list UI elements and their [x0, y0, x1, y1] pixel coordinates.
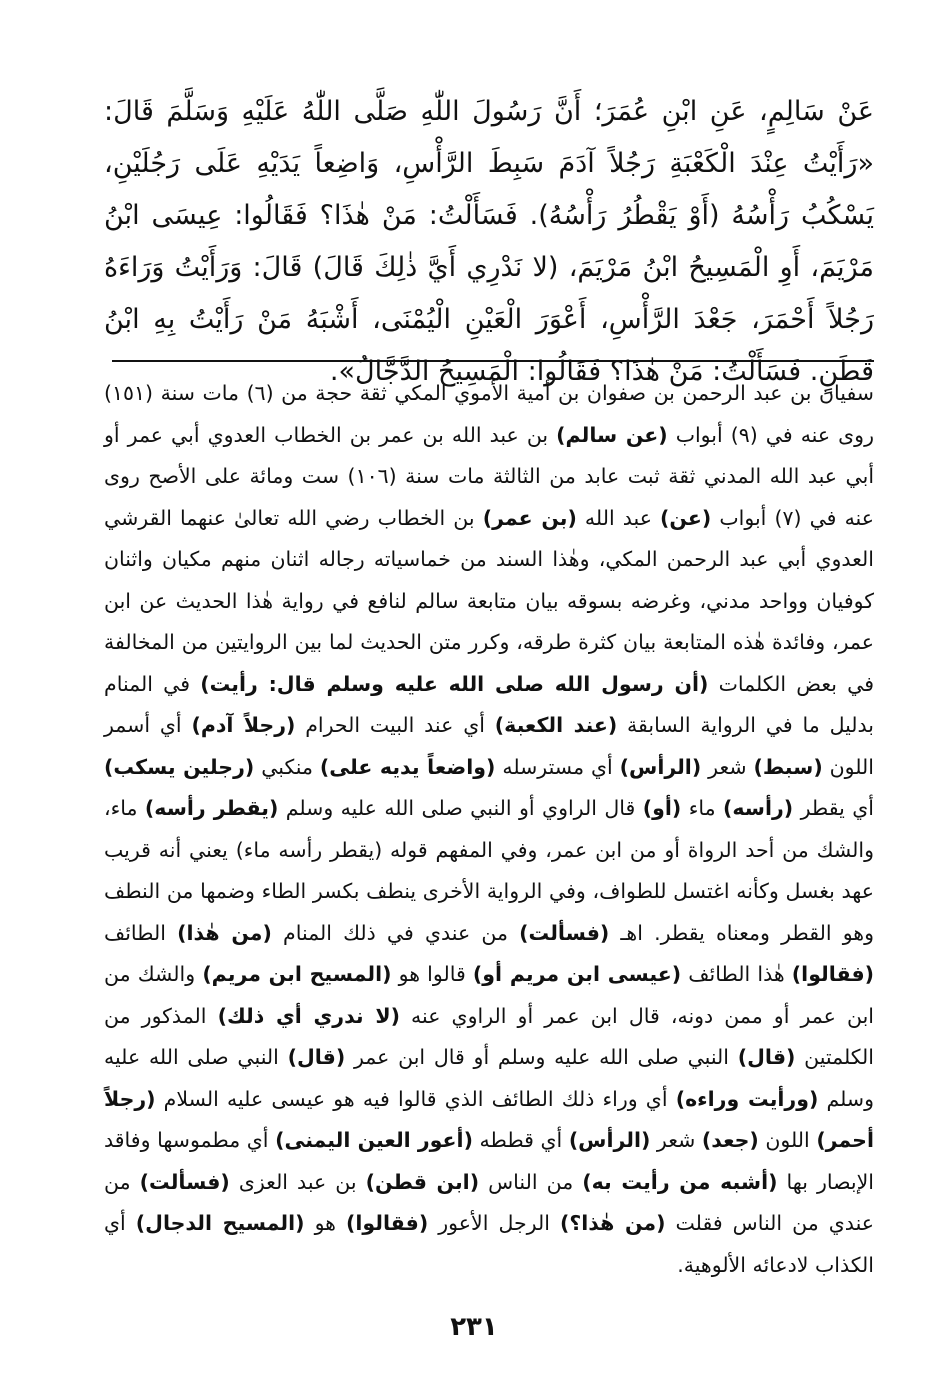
commentary-segment: الطائف	[104, 920, 178, 945]
commentary-segment: منكبي	[254, 754, 320, 779]
bold-phrase: (عن سالم)	[556, 422, 668, 447]
commentary-segment: قالوا هو	[391, 962, 473, 986]
commentary-segment: في المنام بدليل ما في الرواية السابقة	[104, 671, 874, 737]
commentary-segment: أي قططه	[472, 1128, 569, 1152]
commentary-segment: من عندي من الناس فقلت	[104, 1169, 874, 1235]
commentary-segment: شعر	[701, 754, 754, 779]
bold-phrase: (رأسه)	[723, 796, 794, 820]
bold-phrase: (رجلاً أحمر)	[104, 1086, 874, 1152]
commentary-segment: قال الراوي أو النبي صلى الله عليه وسلم	[278, 796, 643, 820]
bold-phrase: (رجلين يسكب)	[104, 754, 255, 779]
commentary-segment: اللون	[758, 1128, 817, 1152]
bold-phrase: (من هٰذا؟)	[559, 1211, 666, 1235]
bold-phrase: (ابن قطن)	[365, 1169, 480, 1194]
commentary-segment: النبي صلى الله عليه وسلم أو قال ابن عمر	[345, 1045, 738, 1069]
commentary-segment: من عندي في ذلك المنام	[271, 920, 520, 945]
bold-phrase: (المسيح الدجال)	[135, 1211, 305, 1235]
commentary-segment: بن عبد الله بن عمر بن الخطاب العدوي أبي عمر أو أبي عبد الله المدني ثقة ثبت عابد من الثالثة مات سنة (١٠٦) ست ومائة على الأصح روى عنه في (٧) أبواب	[104, 422, 875, 530]
bold-phrase: (أن رسول الله صلى الله عليه وسلم قال: رأيت)	[200, 671, 709, 696]
bold-phrase: (سبط)	[753, 754, 823, 779]
bold-phrase: (عند الكعبة)	[494, 713, 618, 737]
bold-phrase: (جعد)	[701, 1128, 759, 1152]
commentary-segment: هو	[304, 1211, 347, 1235]
bold-phrase: (ورأيت وراءه)	[675, 1086, 819, 1111]
commentary-segment: المذكور من الكلمتين	[104, 1003, 874, 1069]
commentary-segment: هٰذا الطائف	[681, 962, 792, 986]
bold-phrase: (رجلاً آدم)	[191, 713, 296, 737]
commentary-segment: أي أسمر اللون	[104, 713, 875, 779]
commentary-segment: أي مسترسله	[495, 754, 620, 779]
commentary-segment: أي يقطر	[793, 796, 874, 820]
bold-phrase: (أعور العين اليمنى)	[275, 1128, 473, 1152]
bold-phrase: (الرأس)	[619, 754, 702, 779]
commentary-segment: أي عند البيت الحرام	[295, 713, 495, 737]
bold-phrase: (عن)	[660, 505, 712, 530]
bold-phrase: (أو)	[642, 796, 682, 820]
commentary-segment: ماء، والشك من أحد الرواة أو من ابن عمر، وفي المفهم قوله (يقطر رأسه ماء) يعني أنه قريب عهد بغسل وكأنه اغتسل للطواف، وفي الرواية الأخرى ينطف بكسر الطاء وضمها من النطف وهو القطر ومعناه يقطر. اهـ	[104, 796, 874, 945]
commentary-segment: بن عبد العزى	[229, 1169, 366, 1194]
commentary-text	[104, 373, 874, 1286]
bold-phrase: (فقالوا)	[346, 1211, 429, 1235]
commentary-segment: الرجل الأعور	[428, 1211, 560, 1235]
commentary-segment: عبد الله	[576, 505, 661, 530]
commentary-segment: ماء	[681, 796, 723, 820]
bold-phrase: (فقالوا)	[791, 962, 874, 986]
bold-phrase: (واضعاً يديه على)	[319, 754, 496, 779]
bold-phrase: (فسألت)	[519, 920, 610, 945]
bold-phrase: (فسألت)	[139, 1169, 230, 1194]
bold-phrase: (عيسى ابن مريم أو)	[472, 962, 682, 986]
commentary-segment: النبي صلى الله عليه وسلم	[104, 1045, 875, 1111]
bold-phrase: (يقطر رأسه)	[144, 796, 279, 820]
commentary-segment: سفيان بن عبد الرحمن بن صفوان بن أمية الأموي المكي ثقة حجة من (٦) مات سنة (١٥١) روى عنه في (٩) أبواب	[104, 381, 874, 447]
bold-phrase: (لا ندري أي ذلك)	[217, 1003, 400, 1028]
page-number: ٢٣١	[450, 1312, 498, 1342]
commentary-segment: أي وراء ذلك الطائف الذي قالوا فيه هو عيسى عليه السلام	[155, 1086, 676, 1111]
bold-phrase: (بن عمر)	[482, 505, 577, 530]
bold-phrase: (قال)	[737, 1045, 796, 1069]
commentary-segment: شعر	[650, 1128, 702, 1152]
bold-phrase: (الرأس)	[568, 1128, 651, 1152]
hadith-text: عَنْ سَالِمٍ، عَنِ ابْنِ عُمَرَ؛ أَنَّ رَسُولَ اللّٰهِ صَلَّى اللّٰهُ عَلَيْهِ وَسَلَّمَ قَالَ: «رَأَيْتُ عِنْدَ الْكَعْبَةِ رَجُلاً آدَمَ سَبِطَ الرَّأْسِ، وَاضِعاً يَدَيْهِ عَلَى رَجُلَيْنِ، يَسْكُبُ رَأْسُهُ (أَوْ يَقْطُرُ رَأْسُهُ). فَسَأَلْتُ: مَنْ هٰذَا؟ فَقَالُوا: عِيسَى ابْنُ مَرْيَمَ، أَوِ الْمَسِيحُ ابْنُ مَرْيَمَ، (لا نَدْرِي أَيَّ ذٰلِكَ قَالَ) قَالَ: وَرَأَيْتُ وَرَاءَهُ رَجُلاً أَحْمَرَ، جَعْدَ الرَّأْسِ، أَعْوَرَ الْعَيْنِ الْيُمْنَى، أَشْبَهُ مَنْ رَأَيْتُ بِهِ ابْنُ قَطَنٍ. فَسَأَلْتُ: مَنْ هٰذَا؟ فَقَالُوا: الْمَسِيحُ الدَّجَّالُ».	[104, 96, 874, 387]
bold-phrase: (من هٰذا)	[177, 920, 272, 945]
bold-phrase: (المسيح ابن مريم)	[202, 962, 392, 986]
commentary-segment: والشك من ابن عمر أو ممن دونه، قال ابن عمر أو الراوي عنه	[104, 962, 874, 1028]
commentary-segment: بن الخطاب رضي الله تعالىٰ عنهما القرشي العدوي أبي عبد الرحمن المكي، وهٰذا السند من خماسياته رجاله اثنان منهم مكيان واثنان كوفيان وواحد مدني، وغرضه بسوقه بيان متابعة سالم لنافع في رواية هٰذا الحديث عن ابن عمر، وفائدة هٰذه المتابعة بيان كثرة طرقه، وكرر متن الحديث لما بين الروايتين من المخالفة في بعض الكلمات	[104, 505, 875, 696]
commentary-segment: أي الكذاب لادعائه الألوهية.	[104, 1211, 874, 1277]
footnote-separator	[112, 360, 874, 362]
commentary-segment: أي مطموسها وفاقد الإبصار بها	[104, 1128, 875, 1194]
commentary-segment: من الناس	[479, 1169, 583, 1194]
bold-phrase: (أشبه من رأيت به)	[582, 1169, 778, 1194]
bold-phrase: (قال)	[287, 1045, 346, 1069]
